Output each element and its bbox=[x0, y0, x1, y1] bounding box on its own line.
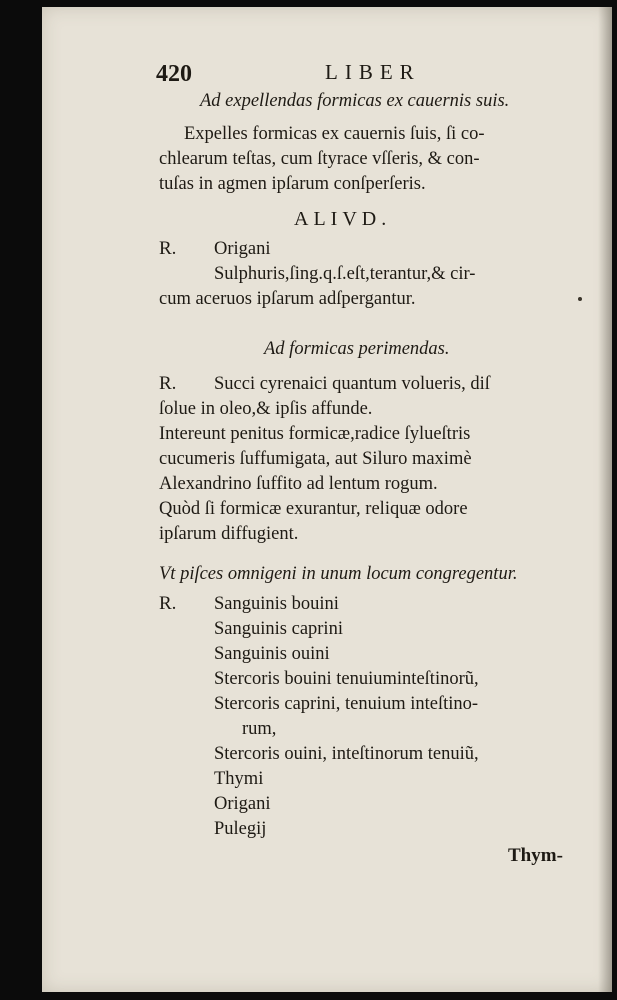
ingredient-line: Stercoris bouini tenuiuminteſtinorũ, bbox=[214, 669, 479, 689]
ingredient-line: Origani bbox=[214, 794, 271, 814]
section-heading-gather-fish: Vt piſces omnigeni in unum locum congregentur. bbox=[159, 564, 518, 584]
ingredient-line: Stercoris caprini, tenuium inteſtino- bbox=[214, 694, 479, 714]
text-line: ipſarum diffugient. bbox=[159, 524, 299, 544]
section-heading-kill-ants: Ad formicas perimendas. bbox=[264, 339, 450, 359]
ingredient-line: Stercoris ouini, inteſtinorum tenuiũ, bbox=[214, 744, 479, 764]
text-line: ſolue in oleo,& ipſis affunde. bbox=[159, 399, 373, 419]
text-line: cum aceruos ipſarum adſpergantur. bbox=[159, 289, 416, 309]
section-heading-expel-ants: Ad expellendas formicas ex cauernis suis. bbox=[200, 91, 510, 111]
ingredient-line: Sanguinis ouini bbox=[214, 644, 330, 664]
text-line: Origani bbox=[214, 239, 271, 259]
text-line: Intereunt penitus formicæ,radice ſylueſtris bbox=[159, 424, 471, 444]
recipe-symbol: R. bbox=[159, 238, 177, 259]
text-line: chlearum teſtas, cum ſtyrace vſſeris, & con- bbox=[159, 149, 480, 169]
recipe-symbol: R. bbox=[159, 373, 177, 394]
recipe-symbol: R. bbox=[159, 593, 177, 614]
paper-page bbox=[42, 7, 612, 992]
ingredient-line: rum, bbox=[242, 719, 277, 739]
text-line: tuſas in agmen ipſarum conſperſeris. bbox=[159, 174, 426, 194]
ingredient-line: Pulegij bbox=[214, 819, 267, 839]
text-line: Sulphuris,ſing.q.ſ.eſt,terantur,& cir- bbox=[214, 264, 476, 284]
ingredient-line: Thymi bbox=[214, 769, 264, 789]
ingredient-line: Sanguinis bouini bbox=[214, 594, 339, 614]
ink-speck bbox=[578, 297, 582, 301]
ingredient-line: Sanguinis caprini bbox=[214, 619, 343, 639]
text-line: cucumeris ſuffumigata, aut Siluro maximè bbox=[159, 449, 472, 469]
page-number: 420 bbox=[156, 61, 192, 87]
text-line: Expelles formicas ex cauernis ſuis, ſi co- bbox=[184, 124, 485, 144]
page-gutter-shadow bbox=[598, 7, 612, 992]
text-line: Quòd ſi formicæ exurantur, reliquæ odore bbox=[159, 499, 468, 519]
catchword: Thym- bbox=[508, 845, 563, 866]
section-heading-aliud: ALIVD. bbox=[294, 208, 392, 230]
running-head: LIBER bbox=[325, 60, 421, 84]
text-line: Alexandrino ſuffito ad lentum rogum. bbox=[159, 474, 438, 494]
text-line: Succi cyrenaici quantum volueris, diſ bbox=[214, 374, 490, 394]
